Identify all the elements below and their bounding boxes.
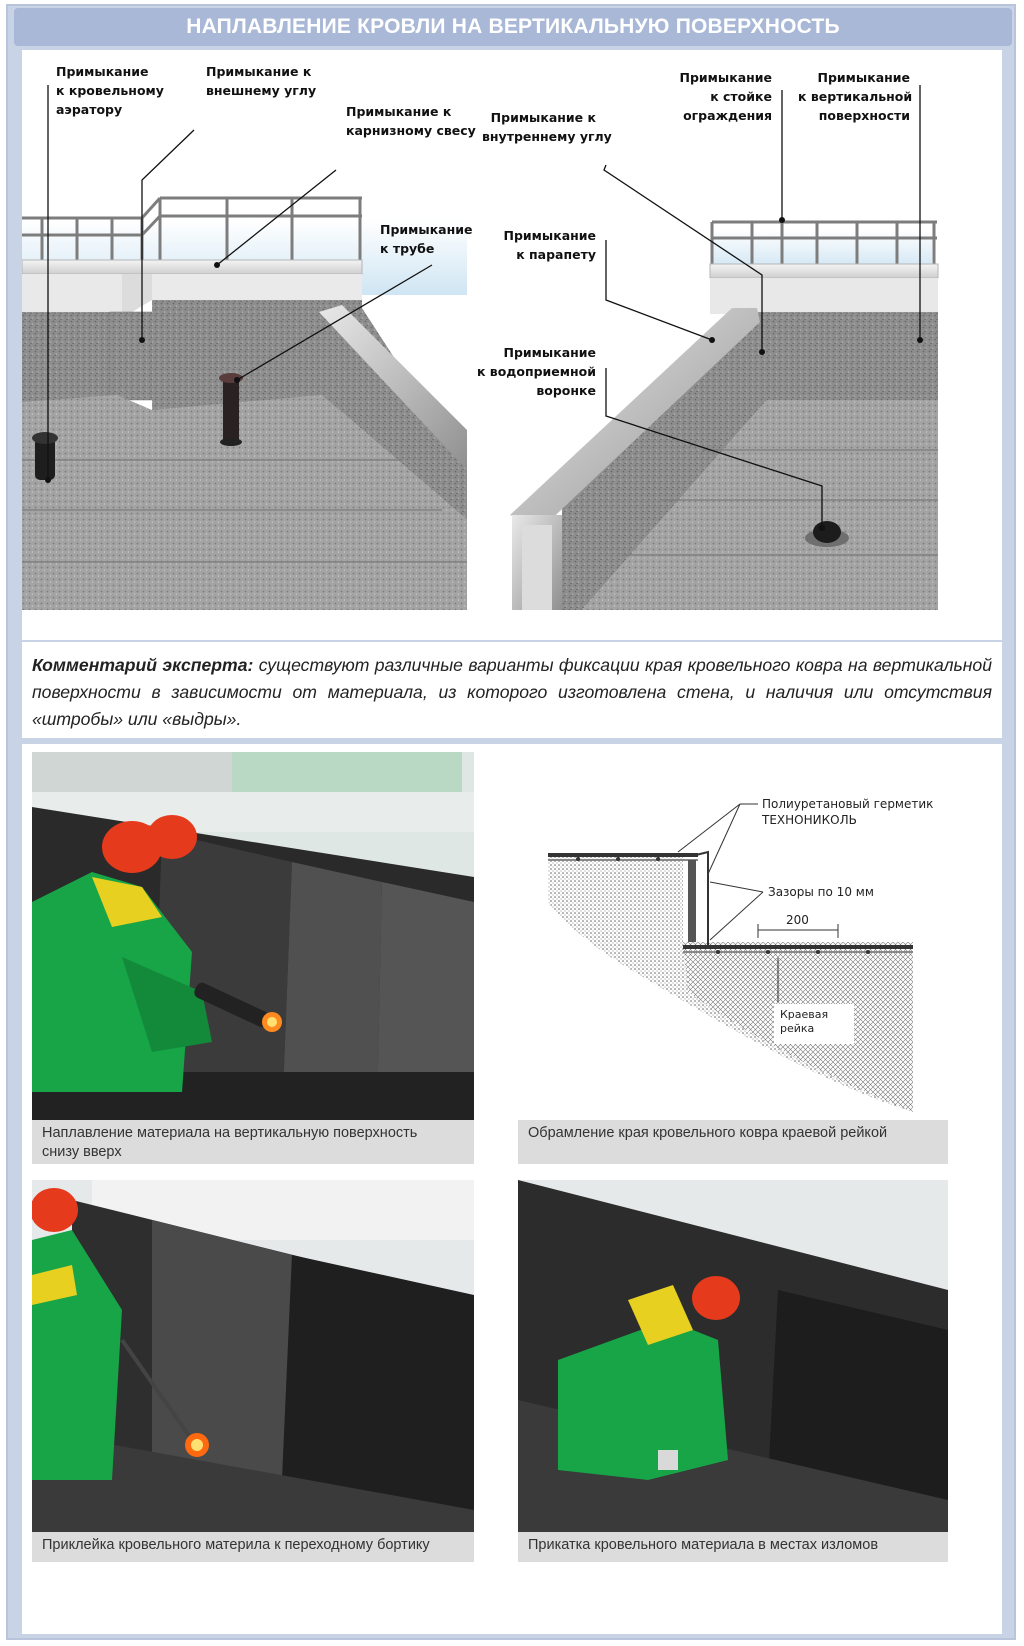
label-aerator: Примыкание к кровельному аэратору bbox=[56, 64, 164, 117]
label-inner-corner: Примыкание к внутреннему углу bbox=[482, 110, 612, 144]
diagram-brand: ТЕХНОНИКОЛЬ bbox=[762, 813, 857, 827]
label-drain-funnel: Примыкание к водоприемной воронке bbox=[476, 345, 596, 398]
edge-rail-diagram bbox=[518, 752, 948, 1120]
label-eave: Примыкание к карнизному свесу bbox=[346, 104, 476, 138]
label-railing-post: Примыкание к стойке ограждения bbox=[679, 70, 772, 123]
expert-comment-text: существуют различные варианты фиксации края кровельного ковра на вертикальной поверхности в зависимости от материала, из которого изготовлена стена, и наличия или отсутствия «штробы» или «выдры». bbox=[32, 655, 992, 729]
photo-torching-vertical bbox=[32, 752, 474, 1120]
diagram-edge-rail: Краевая рейка bbox=[780, 1008, 829, 1035]
label-vertical-surface: Примыкание к вертикальной поверхности bbox=[798, 70, 913, 123]
photo-grid bbox=[22, 744, 1002, 1634]
label-pipe: Примыкание к трубе bbox=[380, 222, 473, 256]
diagram-gaps: Зазоры по 10 мм bbox=[768, 885, 874, 899]
photo-rolling-bends bbox=[518, 1180, 948, 1532]
photo-gluing-transition bbox=[32, 1180, 474, 1532]
title-bar bbox=[14, 8, 1012, 46]
diagram-sealant: Полиуретановый герметик bbox=[762, 797, 934, 811]
expert-comment-lead: Комментарий эксперта: bbox=[32, 655, 254, 675]
caption-edge-rail: Обрамление края кровельного ковра краевой рейкой bbox=[518, 1120, 948, 1164]
right-roof-scene bbox=[510, 222, 938, 610]
caption-rolling-bends: Прикатка кровельного материала в местах изломов bbox=[518, 1532, 948, 1562]
roof-illustration-panel bbox=[22, 50, 1002, 640]
caption-gluing-transition: Приклейка кровельного материла к переходному бортику bbox=[32, 1532, 474, 1562]
left-roof-scene bbox=[22, 198, 467, 610]
caption-torching-vertical: Наплавление материала на вертикальную поверхность снизу вверх bbox=[32, 1120, 474, 1164]
label-parapet: Примыкание к парапету bbox=[503, 228, 596, 262]
diagram-dimension: 200 bbox=[786, 913, 809, 927]
label-outer-corner: Примыкание к внешнему углу bbox=[206, 64, 317, 98]
expert-comment bbox=[22, 642, 1002, 738]
page-title: НАПЛАВЛЕНИЕ КРОВЛИ НА ВЕРТИКАЛЬНУЮ ПОВЕРХНОСТЬ bbox=[186, 15, 840, 38]
